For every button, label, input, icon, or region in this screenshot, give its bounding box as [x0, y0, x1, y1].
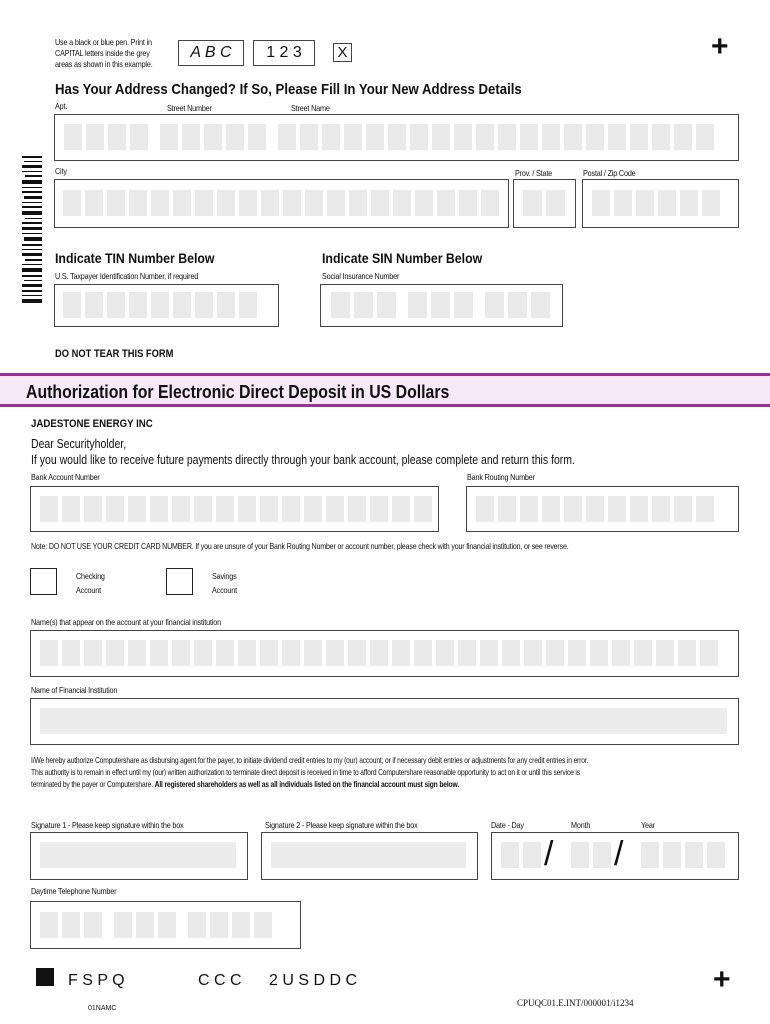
bank-account-field[interactable] — [30, 486, 439, 532]
checking-checkbox[interactable] — [30, 568, 57, 595]
auth-line — [31, 778, 742, 790]
example-letters: A B C — [190, 44, 232, 61]
auth-line-part: terminated by the payer or Computershare. — [31, 779, 153, 789]
checking-label-line: Account — [76, 585, 101, 595]
date-day-label: Date - Day — [491, 820, 524, 830]
example-letters-box — [178, 40, 244, 66]
savings-label-line: Savings — [212, 571, 237, 581]
signature2-area — [271, 842, 466, 868]
barcode-graphic — [22, 156, 44, 304]
checking-label — [76, 569, 105, 597]
street-number-label: Street Number — [167, 103, 212, 113]
city-field[interactable] — [54, 179, 509, 228]
institution-label: Name of Financial Institution — [31, 685, 118, 695]
institution-input-area — [40, 708, 727, 734]
footer-small-code: 01NAMC — [88, 1005, 117, 1012]
date-field[interactable] — [491, 832, 739, 880]
prov-state-field[interactable] — [513, 179, 576, 228]
footer-black-square — [36, 968, 54, 986]
auth-line-bold: All registered shareholders as well as all individuals listed on the financial account must sign below. — [154, 779, 460, 789]
prov-label: Prov. / State — [515, 168, 553, 178]
intro-text: If you would like to receive future payments directly through your bank account, please complete and return this form. — [31, 453, 575, 467]
auth-line: I/We hereby authorize Computershare as disbursing agent for the payer, to initiate dividend credit entries to my (our) account; or if necessary debit entries or adjustments for any credit entries in error. — [31, 755, 589, 765]
example-numbers: 1 2 3 — [266, 44, 302, 61]
footer-code-2: C C C — [198, 972, 242, 989]
checking-label-line: Checking — [76, 571, 105, 581]
example-mark: X — [337, 44, 348, 61]
date-separator-1: / — [544, 835, 554, 873]
month-label: Month — [571, 820, 591, 830]
account-names-label: Name(s) that appear on the account at your financial institution — [31, 617, 221, 627]
auth-line: This authority is to remain in effect until my (our) written authorization to terminate direct deposit is received in time to afford Computershare reasonable opportunity to act on it or until this service is — [31, 767, 580, 777]
bank-routing-field[interactable] — [466, 486, 739, 532]
instructions-line: Use a black or blue pen. Print in — [55, 37, 152, 47]
apt-label: Apt. — [55, 101, 68, 111]
deposit-banner — [0, 373, 770, 407]
account-label: Bank Account Number — [31, 472, 100, 482]
tear-notice: DO NOT TEAR THIS FORM — [55, 348, 174, 360]
institution-field[interactable] — [30, 698, 739, 745]
registration-mark-bottom: + — [713, 963, 731, 996]
signature2-label: Signature 2 - Please keep signature within the box — [265, 820, 418, 830]
account-names-field[interactable] — [30, 630, 739, 677]
tin-heading: Indicate TIN Number Below — [55, 250, 215, 266]
savings-label-line: Account — [212, 585, 237, 595]
city-label: City — [55, 166, 67, 176]
company-name: JADESTONE ENERGY INC — [31, 418, 153, 430]
signature1-label: Signature 1 - Please keep signature within the box — [31, 820, 184, 830]
street-address-field[interactable] — [54, 114, 739, 161]
instructions-line: CAPITAL letters inside the grey — [55, 48, 150, 58]
phone-label: Daytime Telephone Number — [31, 886, 117, 896]
instructions-line: areas as shown in this example. — [55, 59, 153, 69]
postal-label: Postal / Zip Code — [583, 168, 636, 178]
signature1-area — [40, 842, 236, 868]
street-name-label: Street Name — [291, 103, 330, 113]
phone-field[interactable] — [30, 901, 301, 949]
savings-label — [212, 569, 237, 597]
address-heading: Has Your Address Changed? If So, Please Fill In Your New Address Details — [55, 81, 522, 98]
sin-heading: Indicate SIN Number Below — [322, 250, 483, 266]
example-numbers-box — [253, 40, 315, 66]
sin-label: Social Insurance Number — [322, 271, 400, 281]
document-reference: CPUQC01.E.INT/000001/i1234 — [517, 998, 634, 1008]
footer-code-1: F S P Q — [68, 972, 125, 989]
date-separator-2: / — [614, 835, 624, 873]
footer-code-3: 2 U S D D C — [269, 972, 358, 989]
registration-mark-top: + — [711, 30, 729, 63]
signature2-field[interactable] — [261, 832, 478, 880]
banner-title: Authorization for Electronic Direct Deposit in US Dollars — [26, 382, 450, 402]
postal-code-field[interactable] — [582, 179, 739, 228]
credit-card-note: Note: DO NOT USE YOUR CREDIT CARD NUMBER. If you are unsure of your Bank Routing Number or account number, please check with your financial institution, or see reverse. — [31, 541, 569, 551]
authorization-text — [31, 754, 742, 790]
savings-checkbox[interactable] — [166, 568, 193, 595]
year-label: Year — [641, 820, 655, 830]
example-mark-box — [333, 43, 352, 62]
sin-field[interactable] — [320, 284, 563, 327]
signature1-field[interactable] — [30, 832, 248, 880]
tin-label: U.S. Taxpayer Identification Number, if required — [55, 271, 199, 281]
routing-label: Bank Routing Number — [467, 472, 535, 482]
greeting: Dear Securityholder, — [31, 437, 127, 451]
tin-field[interactable] — [54, 284, 279, 327]
